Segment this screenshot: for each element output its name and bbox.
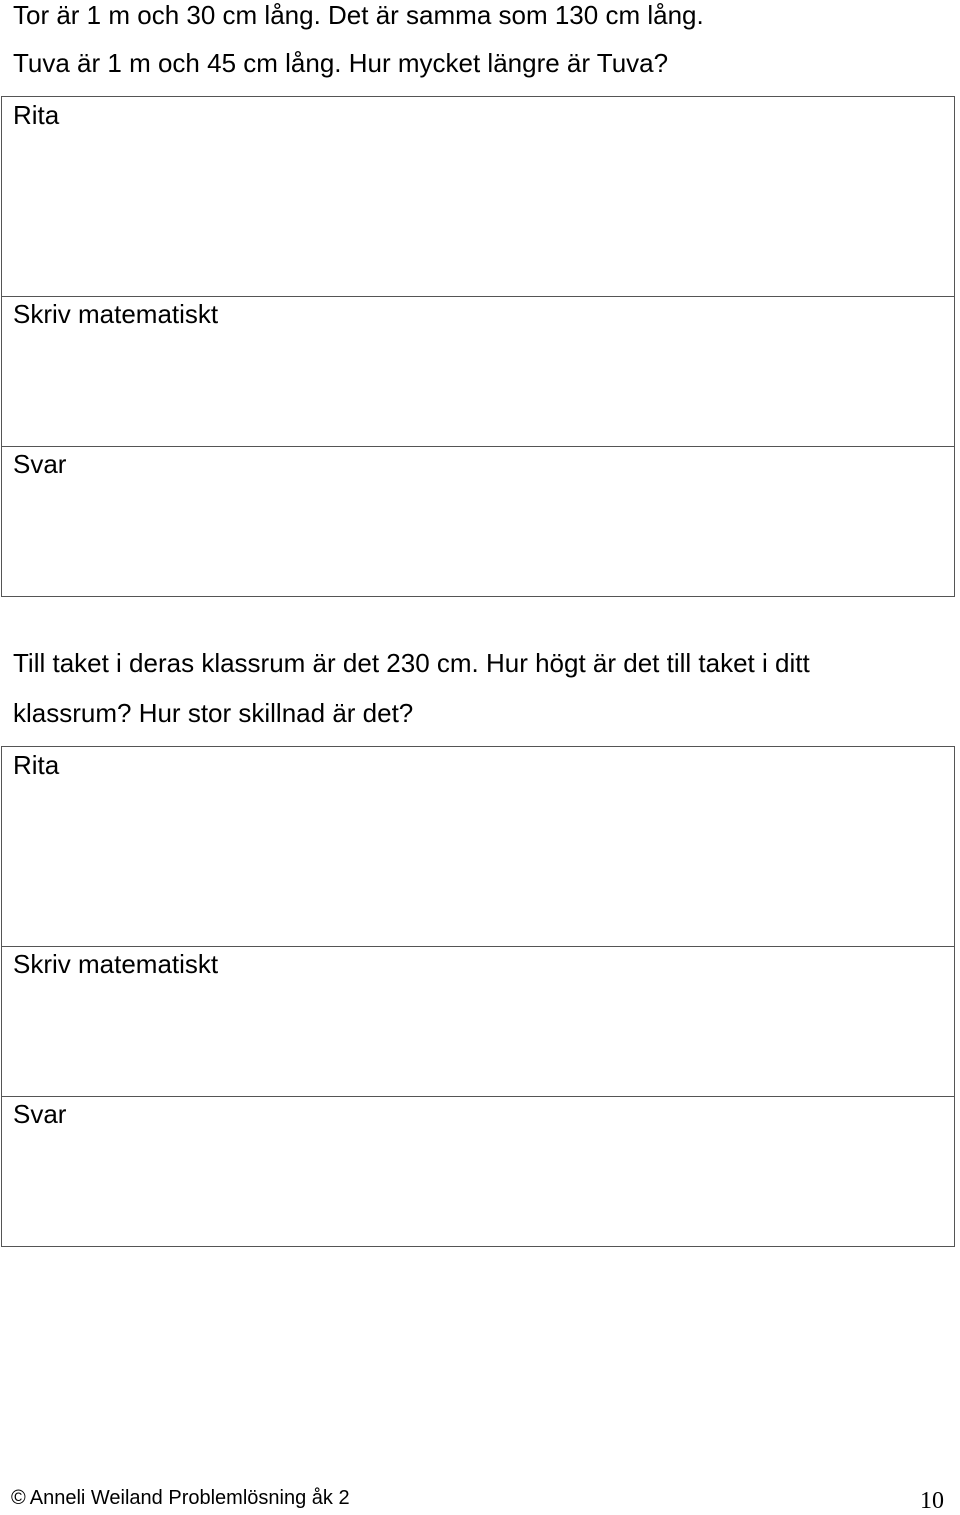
problem-1-answer-label: Svar [13, 449, 67, 479]
problem-1-math-label: Skriv matematiskt [13, 299, 219, 329]
problem-2-text-line-2: klassrum? Hur stor skillnad är det? [13, 698, 414, 728]
problem-1-text-line-1: Tor är 1 m och 30 cm lång. Det är samma som 130 cm lång. [13, 0, 704, 30]
problem-1-draw-label: Rita [13, 100, 60, 130]
footer-credit-text: Anneli Weiland Problemlösning åk 2 [29, 1487, 350, 1509]
copyright-icon: © [11, 1487, 26, 1509]
problem-2-draw-section[interactable] [2, 747, 954, 946]
problem-1-answer-box [1, 96, 955, 597]
problem-1-answer-section[interactable] [2, 446, 954, 596]
footer-credit [11, 1486, 350, 1510]
problem-1-text-line-2: Tuva är 1 m och 45 cm lång. Hur mycket längre är Tuva? [13, 48, 669, 78]
problem-2-math-section[interactable] [2, 946, 954, 1096]
problem-2-text-line-1: Till taket i deras klassrum är det 230 cm. Hur högt är det till taket i ditt [13, 648, 810, 678]
problem-2-answer-section[interactable] [2, 1096, 954, 1246]
problem-2-math-label: Skriv matematiskt [13, 949, 219, 979]
problem-2-answer-box [1, 746, 955, 1247]
problem-2-answer-label: Svar [13, 1099, 67, 1129]
problem-1-math-section[interactable] [2, 296, 954, 446]
problem-2-draw-label: Rita [13, 750, 60, 780]
page-number: 10 [920, 1488, 944, 1514]
problem-1-draw-section[interactable] [2, 97, 954, 296]
